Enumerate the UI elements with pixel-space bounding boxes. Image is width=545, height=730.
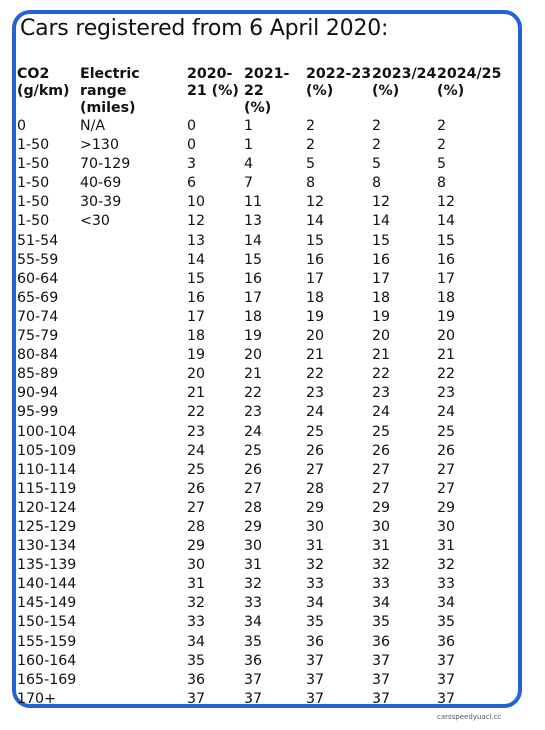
table-cell-2023-24: 37: [372, 690, 391, 707]
table-cell-2022-23: 12: [306, 194, 325, 211]
table-cell-electric-range: [80, 327, 187, 346]
table-row: [17, 518, 501, 537]
table-cell-electric-range: [80, 251, 187, 270]
table-row: [17, 174, 501, 193]
table-row: [17, 633, 501, 652]
table-cell-2024-25: 8: [437, 175, 447, 192]
table-cell-2024-25: 14: [437, 213, 456, 230]
table-cell-2024-25: 26: [437, 442, 456, 459]
table-cell-2021-22: 7: [244, 175, 254, 192]
table-cell-2022-23: 35: [306, 614, 325, 631]
table-cell-electric-range: [80, 556, 187, 575]
table-cell-2020-21: 13: [187, 232, 206, 249]
table-cell-2023-24: 26: [372, 442, 391, 459]
table-row: [17, 671, 501, 690]
table-cell-2021-22: 34: [244, 614, 263, 631]
table-cell-electric-range: [80, 384, 187, 403]
table-cell-co2: 1-50: [17, 194, 50, 211]
table-cell-electric-range: [80, 537, 187, 556]
table-cell-2023-24: 27: [372, 480, 391, 497]
table-cell-electric-range: [80, 403, 187, 422]
table-row: [17, 289, 501, 308]
table-cell-2022-23: 32: [306, 557, 325, 574]
table-cell-2022-23: 36: [306, 633, 325, 650]
table-cell-2024-25: 22: [437, 366, 456, 383]
table-cell-electric-range: [80, 633, 187, 652]
table-cell-co2: 150-154: [17, 614, 77, 631]
table-cell-2020-21: 18: [187, 328, 206, 345]
table-cell-2022-23: 20: [306, 328, 325, 345]
column-header-2020-21: 2020- 21 (%): [187, 66, 239, 99]
table-cell-2024-25: 36: [437, 633, 456, 650]
table-row: [17, 613, 501, 632]
table-cell-2023-24: 15: [372, 232, 391, 249]
table-cell-2021-22: 33: [244, 595, 263, 612]
table-cell-2020-21: 15: [187, 270, 206, 287]
table-cell-2021-22: 37: [244, 671, 263, 688]
table-cell-2023-24: 16: [372, 251, 391, 268]
table-cell-electric-range: 70-129: [80, 156, 131, 173]
table-cell-2022-23: 34: [306, 595, 325, 612]
table-cell-2020-21: 36: [187, 671, 206, 688]
table-cell-2020-21: 17: [187, 308, 206, 325]
table-cell-electric-range: [80, 461, 187, 480]
table-row: [17, 594, 501, 613]
table-cell-2022-23: 5: [306, 156, 316, 173]
table-row: [17, 537, 501, 556]
table-cell-co2: 145-149: [17, 595, 77, 612]
table-cell-2021-22: 35: [244, 633, 263, 650]
table-cell-electric-range: [80, 690, 187, 709]
table-cell-2024-25: 15: [437, 232, 456, 249]
table-cell-2020-21: 23: [187, 423, 206, 440]
table-row: [17, 327, 501, 346]
table-cell-2024-25: 35: [437, 614, 456, 631]
table-cell-co2: 55-59: [17, 251, 59, 268]
table-cell-co2: 1-50: [17, 175, 50, 192]
table-cell-2021-22: 13: [244, 213, 263, 230]
table-row: [17, 384, 501, 403]
table-cell-2022-23: 21: [306, 347, 325, 364]
table-cell-2024-25: 2: [437, 118, 447, 134]
table-cell-2022-23: 18: [306, 289, 325, 306]
table-cell-2020-21: 21: [187, 385, 206, 402]
table-row: [17, 652, 501, 671]
column-header-electric-range: Electric range (miles): [80, 66, 140, 116]
table-row: [17, 308, 501, 327]
table-cell-co2: 165-169: [17, 671, 77, 688]
table-cell-2021-22: 16: [244, 270, 263, 287]
table-row: [17, 270, 501, 289]
table-cell-2024-25: 23: [437, 385, 456, 402]
table-cell-2024-25: 12: [437, 194, 456, 211]
table-cell-2020-21: 31: [187, 576, 206, 593]
table-cell-2023-24: 21: [372, 347, 391, 364]
table-cell-2024-25: 30: [437, 518, 456, 535]
table-cell-2021-22: 29: [244, 518, 263, 535]
table-cell-2021-22: 14: [244, 232, 263, 249]
table-row: [17, 575, 501, 594]
page-title: Cars registered from 6 April 2020:: [20, 16, 389, 41]
table-cell-electric-range: [80, 671, 187, 690]
table-cell-electric-range: [80, 423, 187, 442]
column-header-2021-22: 2021-22 (%): [244, 66, 290, 116]
table-cell-2022-23: 31: [306, 538, 325, 555]
table-cell-2021-22: 20: [244, 347, 263, 364]
table-cell-2023-24: 23: [372, 385, 391, 402]
table-cell-electric-range: [80, 270, 187, 289]
table-cell-electric-range: [80, 480, 187, 499]
table-cell-2022-23: 37: [306, 690, 325, 707]
table-row: [17, 690, 501, 709]
table-cell-2024-25: 33: [437, 576, 456, 593]
table-cell-2024-25: 37: [437, 652, 456, 669]
table-cell-electric-range: [80, 232, 187, 251]
table-cell-2020-21: 32: [187, 595, 206, 612]
table-cell-2022-23: 16: [306, 251, 325, 268]
table-cell-co2: 75-79: [17, 328, 59, 345]
table-cell-electric-range: [80, 499, 187, 518]
table-cell-co2: 135-139: [17, 557, 77, 574]
table-row: [17, 556, 501, 575]
table-cell-2020-21: 19: [187, 347, 206, 364]
table-row: [17, 365, 501, 384]
table-cell-2023-24: 37: [372, 652, 391, 669]
table-cell-2020-21: 25: [187, 461, 206, 478]
table-cell-2024-25: 27: [437, 461, 456, 478]
table-cell-electric-range: [80, 652, 187, 671]
table-cell-2021-22: 30: [244, 538, 263, 555]
table-cell-2021-22: 26: [244, 461, 263, 478]
column-header-2023-24: 2023/24 (%): [372, 66, 437, 99]
table-cell-2024-25: 31: [437, 538, 456, 555]
table-row: [17, 403, 501, 422]
table-row: [17, 155, 501, 174]
table-cell-2023-24: 17: [372, 270, 391, 287]
table-cell-2023-24: 34: [372, 595, 391, 612]
table-cell-2020-21: 33: [187, 614, 206, 631]
table-cell-2023-24: 2: [372, 137, 382, 154]
table-cell-co2: 65-69: [17, 289, 59, 306]
table-cell-co2: 95-99: [17, 404, 59, 421]
table-cell-2020-21: 24: [187, 442, 206, 459]
table-cell-2021-22: 18: [244, 308, 263, 325]
table-cell-2023-24: 14: [372, 213, 391, 230]
table-cell-2023-24: 5: [372, 156, 382, 173]
table-cell-2024-25: 2: [437, 137, 447, 154]
table-cell-2024-25: 34: [437, 595, 456, 612]
table-cell-electric-range: [80, 594, 187, 613]
table-cell-2023-24: 32: [372, 557, 391, 574]
table-row: [17, 117, 501, 136]
table-cell-2021-22: 36: [244, 652, 263, 669]
table-cell-2021-22: 24: [244, 423, 263, 440]
table-cell-2020-21: 0: [187, 118, 197, 134]
table-cell-2020-21: 37: [187, 690, 206, 707]
table-cell-2023-24: 20: [372, 328, 391, 345]
table-cell-co2: 105-109: [17, 442, 77, 459]
table-cell-2024-25: 19: [437, 308, 456, 325]
table-row: [17, 136, 501, 155]
table-cell-2023-24: 12: [372, 194, 391, 211]
table-cell-2022-23: 27: [306, 461, 325, 478]
table-cell-co2: 160-164: [17, 652, 77, 669]
table-cell-electric-range: [80, 575, 187, 594]
table-cell-2022-23: 19: [306, 308, 325, 325]
table-cell-2020-21: 27: [187, 499, 206, 516]
table-cell-electric-range: [80, 365, 187, 384]
table-header-row: [17, 66, 501, 117]
table-cell-2022-23: 17: [306, 270, 325, 287]
table-cell-2020-21: 12: [187, 213, 206, 230]
table-cell-2024-25: 20: [437, 328, 456, 345]
table-cell-2023-24: 22: [372, 366, 391, 383]
table-cell-electric-range: 40-69: [80, 175, 122, 192]
table-cell-2021-22: 25: [244, 442, 263, 459]
table-cell-electric-range: <30: [80, 213, 110, 230]
table-cell-2024-25: 37: [437, 671, 456, 688]
table-body: [17, 117, 501, 709]
table-cell-2021-22: 1: [244, 137, 254, 154]
table-row: [17, 346, 501, 365]
table-cell-co2: 140-144: [17, 576, 77, 593]
table-cell-2021-22: 22: [244, 385, 263, 402]
table-cell-2024-25: 37: [437, 690, 456, 707]
table-cell-2023-24: 2: [372, 118, 382, 134]
table-cell-2020-21: 0: [187, 137, 197, 154]
table-cell-2023-24: 35: [372, 614, 391, 631]
table-cell-electric-range: [80, 518, 187, 537]
table-cell-co2: 130-134: [17, 538, 77, 555]
table-cell-2024-25: 17: [437, 270, 456, 287]
table-row: [17, 461, 501, 480]
table-cell-electric-range: [80, 442, 187, 461]
table-cell-2021-22: 28: [244, 499, 263, 516]
table-cell-2023-24: 29: [372, 499, 391, 516]
table-cell-2023-24: 8: [372, 175, 382, 192]
table-cell-2022-23: 28: [306, 480, 325, 497]
table-cell-2020-21: 26: [187, 480, 206, 497]
table-cell-2020-21: 29: [187, 538, 206, 555]
table-cell-2022-23: 14: [306, 213, 325, 230]
table-cell-2022-23: 23: [306, 385, 325, 402]
table-cell-2024-25: 18: [437, 289, 456, 306]
table-cell-electric-range: >130: [80, 137, 119, 154]
table-cell-co2: 1-50: [17, 213, 50, 230]
table-row: [17, 423, 501, 442]
table-cell-2020-21: 34: [187, 633, 206, 650]
table-cell-2024-25: 27: [437, 480, 456, 497]
table-cell-co2: 80-84: [17, 347, 59, 364]
table-row: [17, 442, 501, 461]
table-cell-2020-21: 10: [187, 194, 206, 211]
table-cell-electric-range: 30-39: [80, 194, 122, 211]
column-header-2022-23: 2022-23 (%): [306, 66, 372, 99]
table-cell-2023-24: 30: [372, 518, 391, 535]
table-cell-2021-22: 31: [244, 557, 263, 574]
table-cell-2021-22: 27: [244, 480, 263, 497]
table-cell-co2: 60-64: [17, 270, 59, 287]
table-cell-2023-24: 27: [372, 461, 391, 478]
table-cell-2024-25: 16: [437, 251, 456, 268]
table-cell-2020-21: 14: [187, 251, 206, 268]
table-cell-2021-22: 32: [244, 576, 263, 593]
table-cell-2022-23: 22: [306, 366, 325, 383]
table-cell-2024-25: 24: [437, 404, 456, 421]
table-cell-2022-23: 2: [306, 137, 316, 154]
table-cell-2022-23: 37: [306, 652, 325, 669]
table-cell-2023-24: 36: [372, 633, 391, 650]
table-row: [17, 480, 501, 499]
table-cell-co2: 51-54: [17, 232, 59, 249]
table-cell-2021-22: 11: [244, 194, 263, 211]
table-cell-2022-23: 24: [306, 404, 325, 421]
table-cell-2022-23: 33: [306, 576, 325, 593]
table-cell-2024-25: 29: [437, 499, 456, 516]
table-cell-2022-23: 2: [306, 118, 316, 134]
column-header-2024-25: 2024/25 (%): [437, 66, 502, 99]
table-cell-co2: 110-114: [17, 461, 77, 478]
table-cell-2020-21: 30: [187, 557, 206, 574]
table-cell-2022-23: 37: [306, 671, 325, 688]
table-cell-co2: 115-119: [17, 480, 77, 497]
table-cell-2020-21: 28: [187, 518, 206, 535]
table-cell-2021-22: 17: [244, 289, 263, 306]
table-cell-2024-25: 21: [437, 347, 456, 364]
table-cell-2024-25: 32: [437, 557, 456, 574]
table-cell-co2: 0: [17, 118, 27, 134]
table-cell-co2: 1-50: [17, 156, 50, 173]
table-cell-co2: 1-50: [17, 137, 50, 154]
table-cell-2023-24: 19: [372, 308, 391, 325]
table-cell-2022-23: 15: [306, 232, 325, 249]
table-cell-2020-21: 20: [187, 366, 206, 383]
table-cell-2021-22: 37: [244, 690, 263, 707]
table-cell-2022-23: 29: [306, 499, 325, 516]
table-cell-electric-range: N/A: [80, 118, 106, 134]
table-cell-2021-22: 19: [244, 328, 263, 345]
table-cell-2021-22: 4: [244, 156, 254, 173]
table-cell-co2: 125-129: [17, 518, 77, 535]
table-cell-2023-24: 37: [372, 671, 391, 688]
table-cell-2020-21: 35: [187, 652, 206, 669]
table-cell-electric-range: [80, 308, 187, 327]
table-row: [17, 193, 501, 212]
table-cell-co2: 85-89: [17, 366, 59, 383]
table-cell-co2: 90-94: [17, 385, 59, 402]
table-cell-co2: 70-74: [17, 308, 59, 325]
table-cell-electric-range: [80, 289, 187, 308]
column-header-co2: CO2 (g/km): [17, 66, 70, 99]
table-cell-electric-range: [80, 346, 187, 365]
table-cell-2021-22: 15: [244, 251, 263, 268]
table-row: [17, 499, 501, 518]
table-cell-2024-25: 5: [437, 156, 447, 173]
table-row: [17, 232, 501, 251]
table-row: [17, 251, 501, 270]
table-cell-2021-22: 21: [244, 366, 263, 383]
table-cell-co2: 155-159: [17, 633, 77, 650]
table-cell-2021-22: 1: [244, 118, 254, 134]
table-cell-electric-range: [80, 613, 187, 632]
table-cell-2022-23: 25: [306, 423, 325, 440]
table-cell-co2: 100-104: [17, 423, 77, 440]
table-cell-2020-21: 6: [187, 175, 197, 192]
table-cell-2020-21: 22: [187, 404, 206, 421]
table-cell-co2: 120-124: [17, 499, 77, 516]
table-cell-2022-23: 26: [306, 442, 325, 459]
table-cell-2023-24: 18: [372, 289, 391, 306]
table-cell-2022-23: 8: [306, 175, 316, 192]
watermark: carsspeedyuacl.cc: [437, 713, 502, 721]
table-cell-2023-24: 24: [372, 404, 391, 421]
table-cell-2023-24: 33: [372, 576, 391, 593]
table-cell-co2: 170+: [17, 690, 56, 707]
table-cell-2023-24: 25: [372, 423, 391, 440]
table-cell-2022-23: 30: [306, 518, 325, 535]
table-cell-2023-24: 31: [372, 538, 391, 555]
table-cell-2020-21: 16: [187, 289, 206, 306]
table-cell-2021-22: 23: [244, 404, 263, 421]
tax-rate-table: [17, 66, 501, 709]
table-cell-2020-21: 3: [187, 156, 197, 173]
table-row: [17, 212, 501, 231]
table-cell-2024-25: 25: [437, 423, 456, 440]
